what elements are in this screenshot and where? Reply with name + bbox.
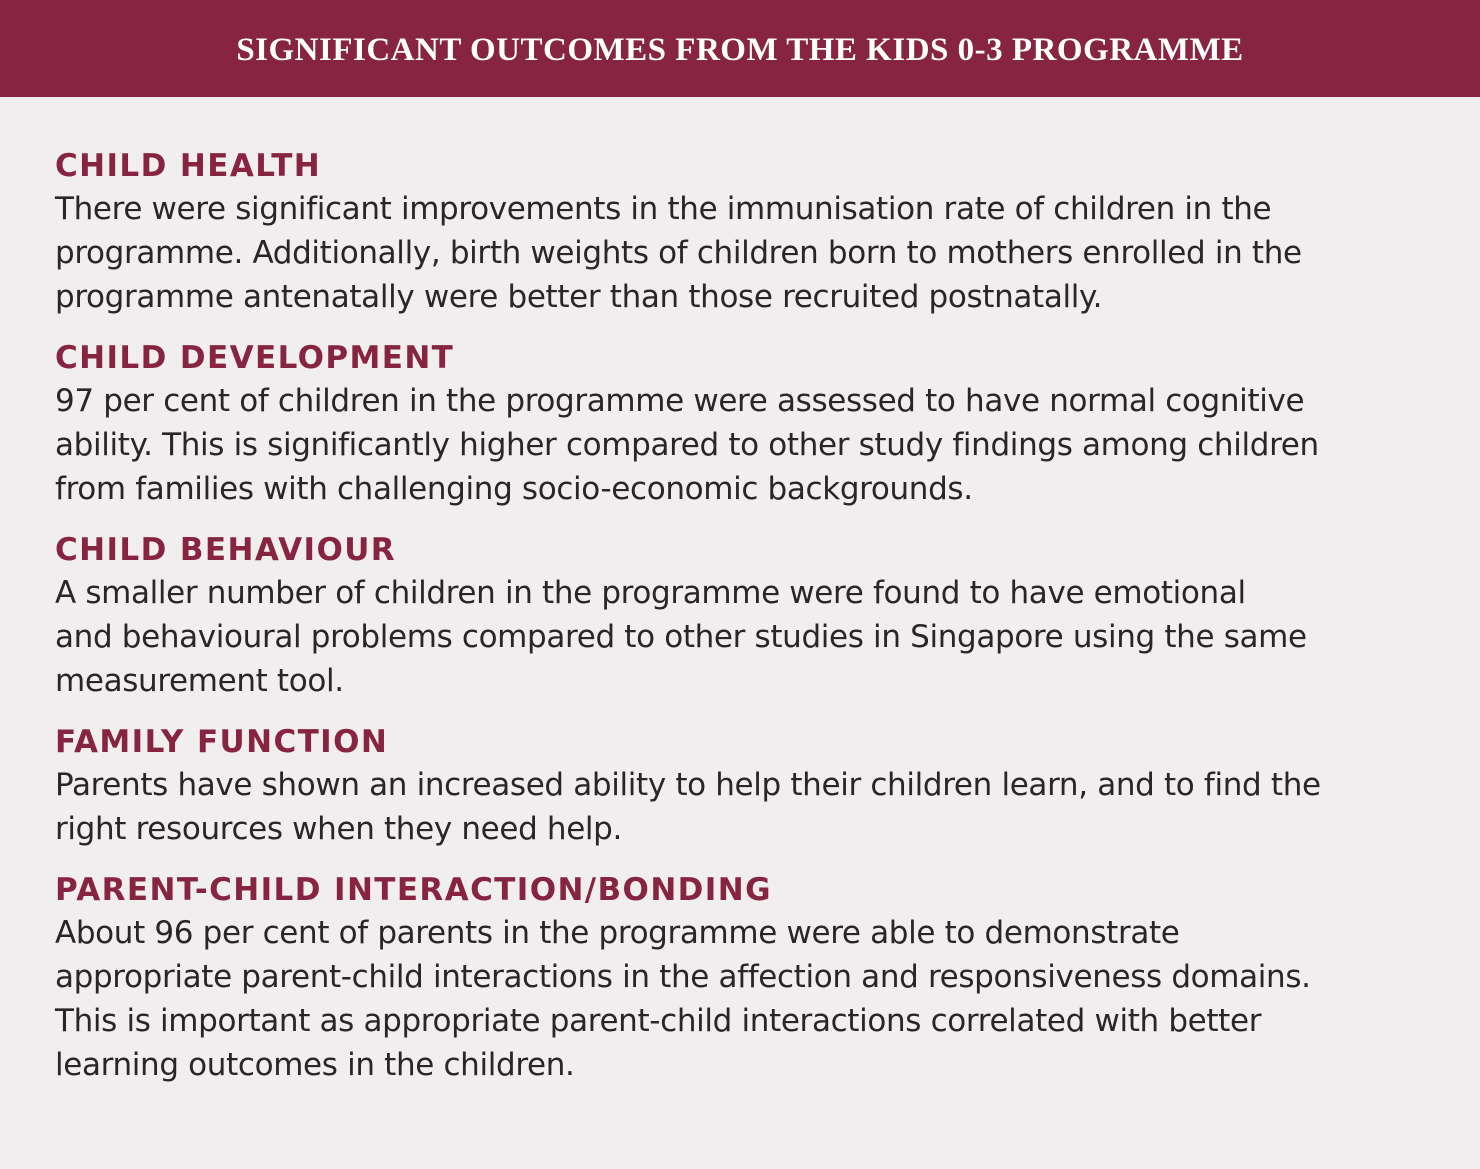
section-child-behaviour <box>55 529 1424 703</box>
section-body: There were significant improvements in the immunisation rate of children in the programme. Additionally, birth weights of children born to mothers enrolled in the programme antenatally were better than those recruited postnatally. <box>55 191 1302 315</box>
section-parent-child-interaction <box>55 869 1424 1087</box>
section-body: About 96 per cent of parents in the programme were able to demonstrate appropriate parent-child interactions in the affection and responsiveness domains. This is important as appropriate parent-child interactions correlated with better learning outcomes in the children. <box>55 915 1311 1083</box>
section-heading: FAMILY FUNCTION <box>55 724 389 760</box>
section-heading: PARENT-CHILD INTERACTION/BONDING <box>55 872 772 908</box>
panel-title: SIGNIFICANT OUTCOMES FROM THE KIDS 0-3 PROGRAMME <box>236 32 1244 68</box>
section-family-function <box>55 721 1424 851</box>
section-heading: CHILD HEALTH <box>55 148 322 184</box>
section-heading: CHILD BEHAVIOUR <box>55 532 397 568</box>
section-heading: CHILD DEVELOPMENT <box>55 340 455 376</box>
section-body: A smaller number of children in the programme were found to have emotional and behavioural problems compared to other studies in Singapore using the same measurement tool. <box>55 575 1307 699</box>
section-child-development <box>55 337 1424 511</box>
section-child-health <box>55 145 1424 319</box>
section-body: Parents have shown an increased ability to help their children learn, and to find the right resources when they need help. <box>55 767 1321 847</box>
panel-content <box>0 97 1480 1087</box>
section-body: 97 per cent of children in the programme were assessed to have normal cognitive ability. This is significantly higher compared to other study findings among children from families with challenging socio-economic backgrounds. <box>55 383 1319 507</box>
panel-header <box>0 0 1480 97</box>
